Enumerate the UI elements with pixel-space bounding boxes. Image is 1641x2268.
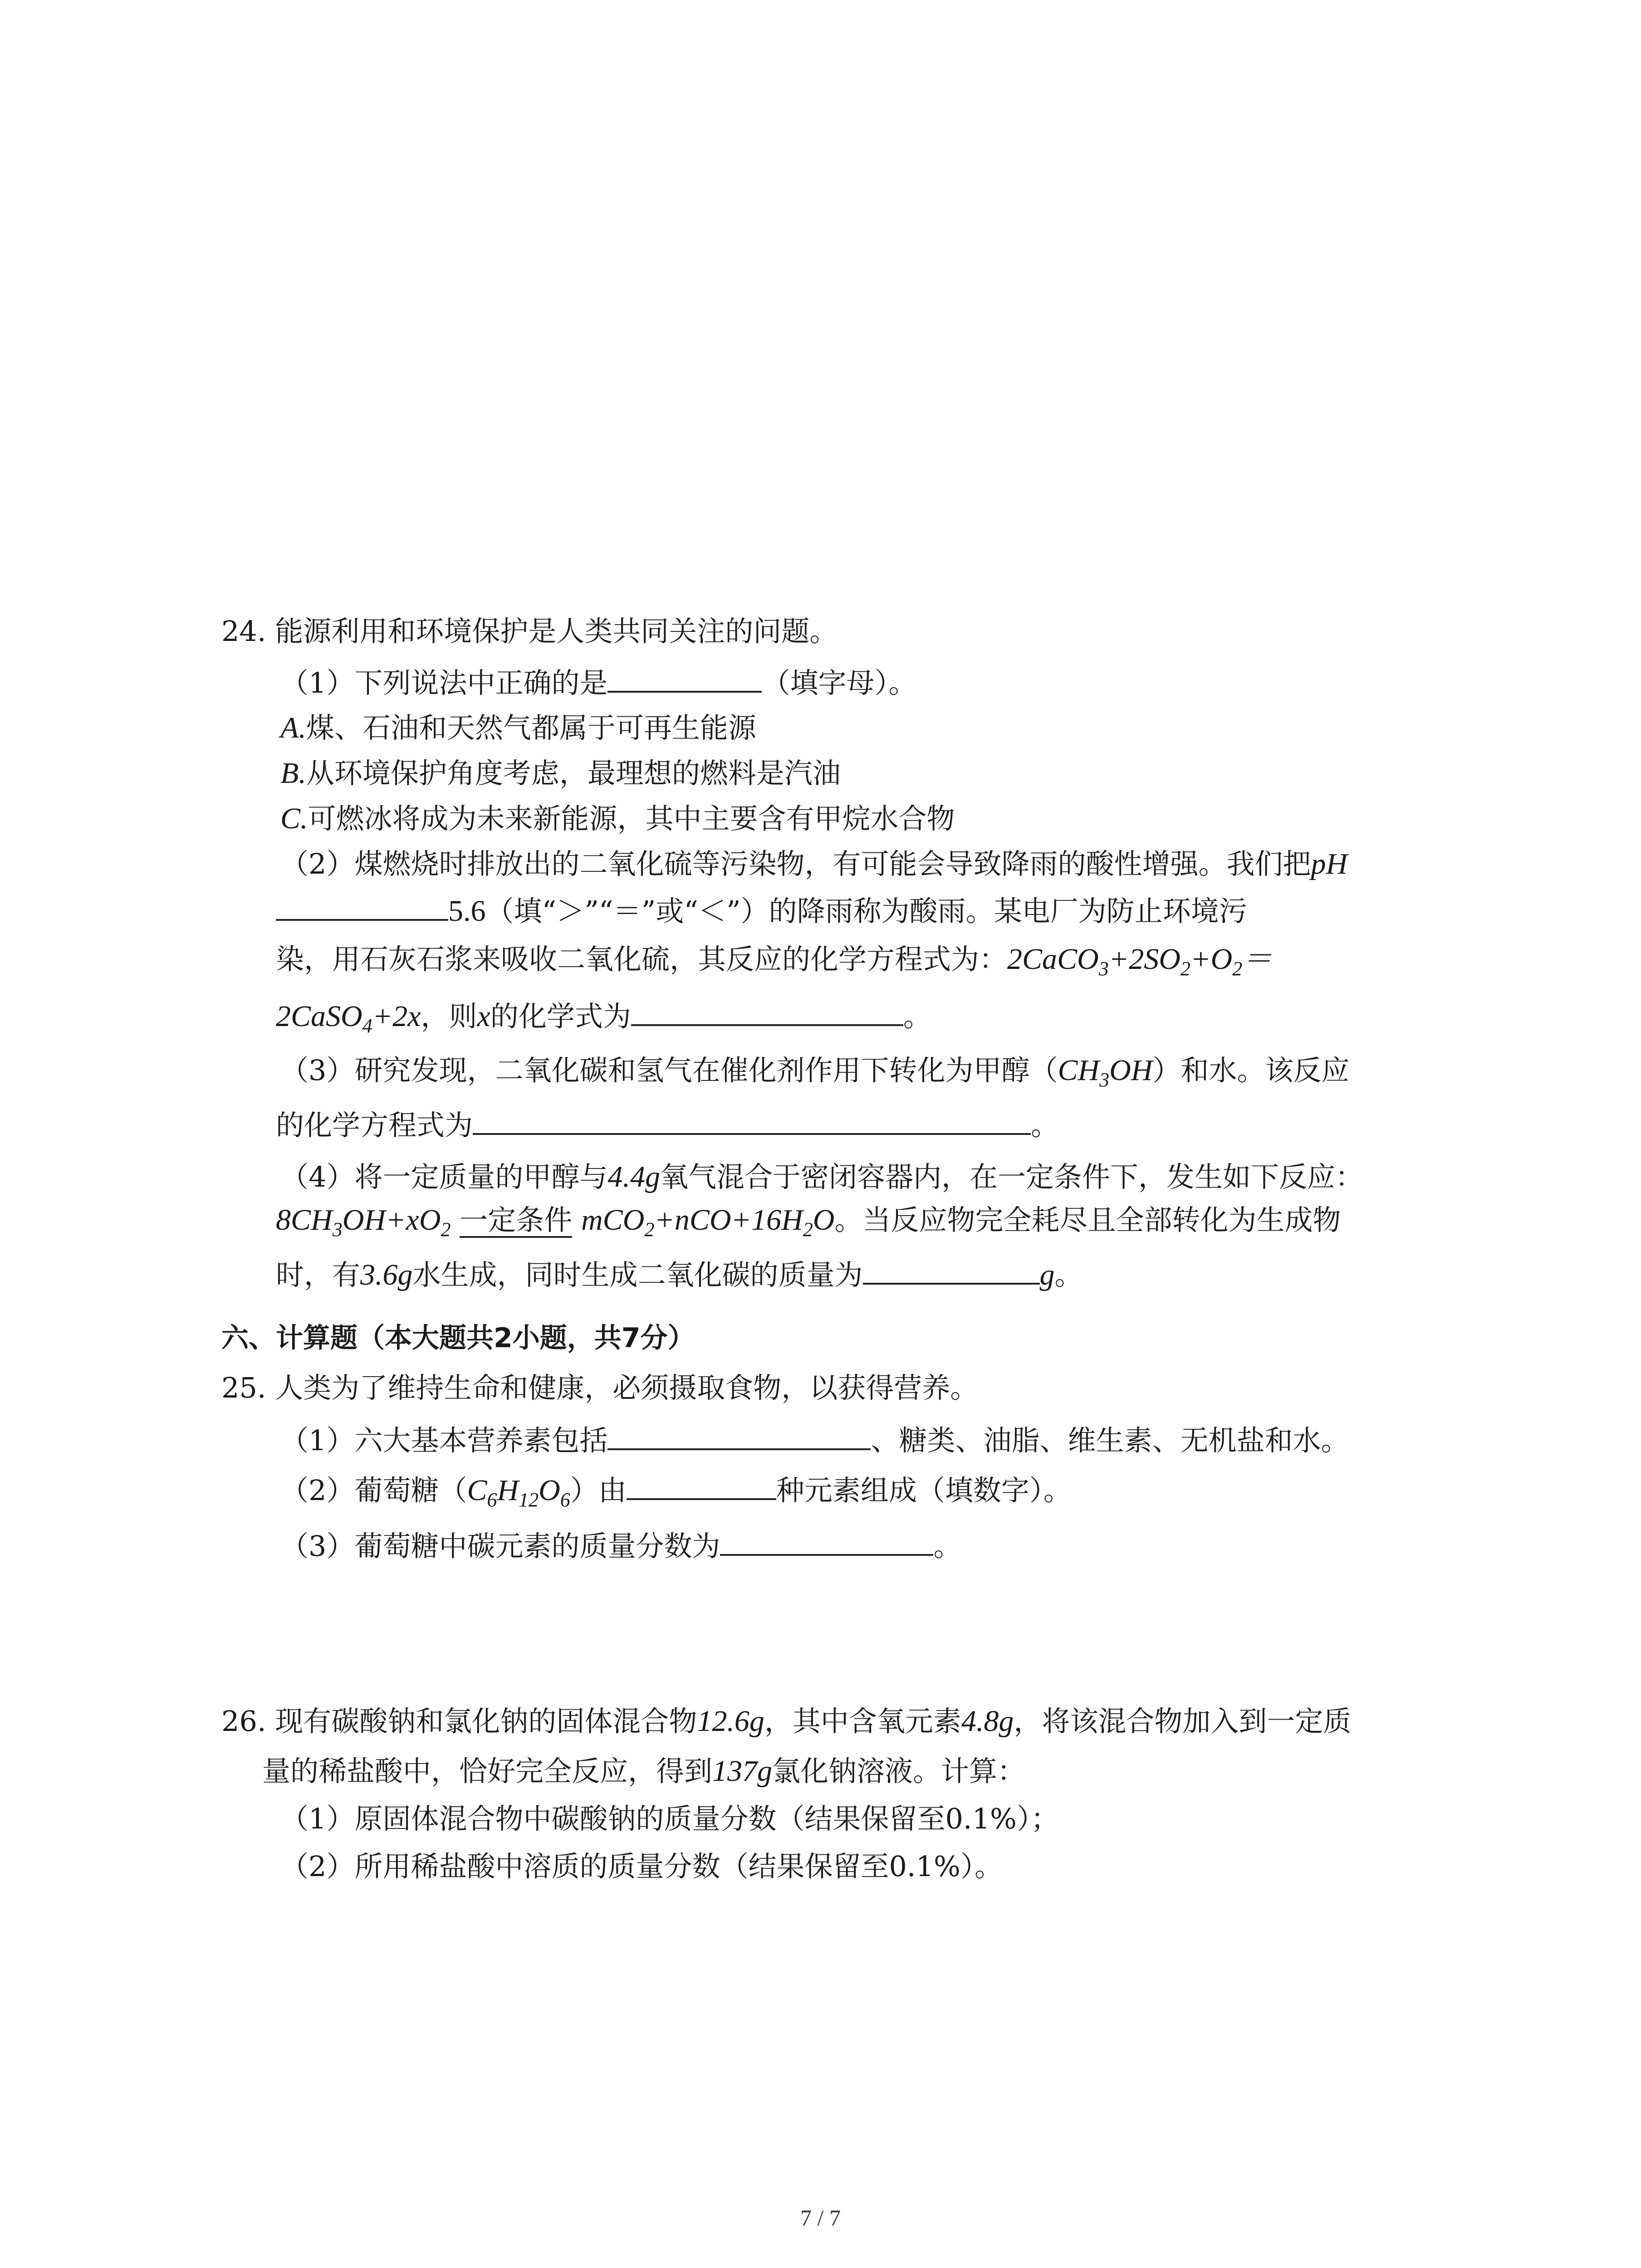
answer-blank[interactable] (631, 998, 903, 1026)
q24-part4-line1: （4）将一定质量的甲醇与4.4g氧气混合于密闭容器内，在一定条件下，发生如下反应： (280, 1160, 1363, 1193)
answer-blank[interactable] (607, 1422, 871, 1450)
answer-blank[interactable] (607, 665, 762, 693)
answer-blank[interactable] (276, 893, 448, 921)
q24-option-a: A.煤、石油和天然气都属于可再生能源 (280, 711, 756, 744)
q26-part1: （1）原固体混合物中碳酸钠的质量分数（结果保留至0.1%）； (280, 1802, 1059, 1835)
q26-line1: 26. 现有碳酸钠和氯化钠的固体混合物12.6g，其中含氧元素4.8g，将该混合物加入到一定质 (221, 1705, 1352, 1738)
q25-title: 25. 人类为了维持生命和健康，必须摄取食物，以获得营养。 (221, 1371, 979, 1404)
equation-right: $mCO_2+nCO+16H_2O$ (581, 1203, 835, 1241)
reaction-condition: 一定条件 (460, 1204, 572, 1238)
q24-part3-line1: （3）研究发现，二氧化碳和氢气在催化剂作用下转化为甲醇$(CH_3OH)$和水。该反应 (280, 1054, 1350, 1091)
glucose-formula: $C_6H_{12}O_6$ (467, 1474, 570, 1511)
q24-option-b: B.从环境保护角度考虑，最理想的燃料是汽油 (280, 757, 841, 790)
equation-left: $8CH_3OH+xO_2$ (276, 1203, 451, 1241)
q25-part1: （1）六大基本营养素包括 、糖类、油脂、维生素、无机盐和水。 (280, 1422, 1349, 1459)
q26-line2: 量的稀盐酸中，恰好完全反应，得到137g氯化钠溶液。计算： (262, 1755, 1026, 1788)
q24-part2-line3: 染，用石灰石浆来吸收二氧化硫，其反应的化学方程式为：$2CaCO_3+2SO_2+O_2=$ (276, 943, 1273, 980)
equation-products: 2CaSO$_4$+2x (276, 1000, 421, 1037)
q24-part4-line2: $8CH_3OH+xO_2$ 一定条件 $mCO_2+nCO+16H_2O$。当反应物完全耗尽且全部转化为生成物 (276, 1203, 1341, 1241)
q25-part3: （3）葡萄糖中碳元素的质量分数为 。 (280, 1528, 961, 1564)
q24-part4-line3: 时，有3.6g水生成，同时生成二氧化碳的质量为 g。 (276, 1256, 1083, 1293)
methanol-formula: $CH_3OH$ (1058, 1054, 1153, 1091)
q24-part2-line2: 5.6（填“＞”“＝”或“＜”）的降雨称为酸雨。某电厂为防止环境污 (276, 893, 1247, 929)
q24-part2-line1: （2）煤燃烧时排放出的二氧化硫等污染物，有可能会导致降雨的酸性增强。我们把pH (280, 847, 1348, 880)
page-number: 7 / 7 (800, 2205, 841, 2230)
section-heading: 六、计算题（本大题共2小题，共7分） (221, 1322, 695, 1354)
equation-reactants: $2CaCO_3+2SO_2+O_2=$ (1007, 943, 1273, 980)
q24-title: 24. 能源利用和环境保护是人类共同关注的问题。 (221, 615, 838, 648)
q25-part2: （2）葡萄糖$(C_6H_{12}O_6)$由 种元素组成（填数字）。 (280, 1472, 1072, 1509)
q24-part2-line4: 2CaSO$_4$+2x，则x的化学式为 。 (276, 998, 931, 1035)
answer-blank[interactable] (627, 1472, 776, 1500)
q24-option-c: C.可燃冰将成为未来新能源，其中主要含有甲烷水合物 (280, 802, 955, 835)
q24-part1: （1）下列说法中正确的是 （填字母）。 (280, 665, 916, 701)
answer-blank[interactable] (863, 1256, 1040, 1285)
q26-part2: （2）所用稀盐酸中溶质的质量分数（结果保留至0.1%）。 (280, 1850, 1003, 1883)
answer-blank[interactable] (720, 1528, 933, 1556)
answer-blank[interactable] (473, 1107, 1031, 1135)
q24-part3-line2: 的化学方程式为 。 (276, 1107, 1059, 1144)
